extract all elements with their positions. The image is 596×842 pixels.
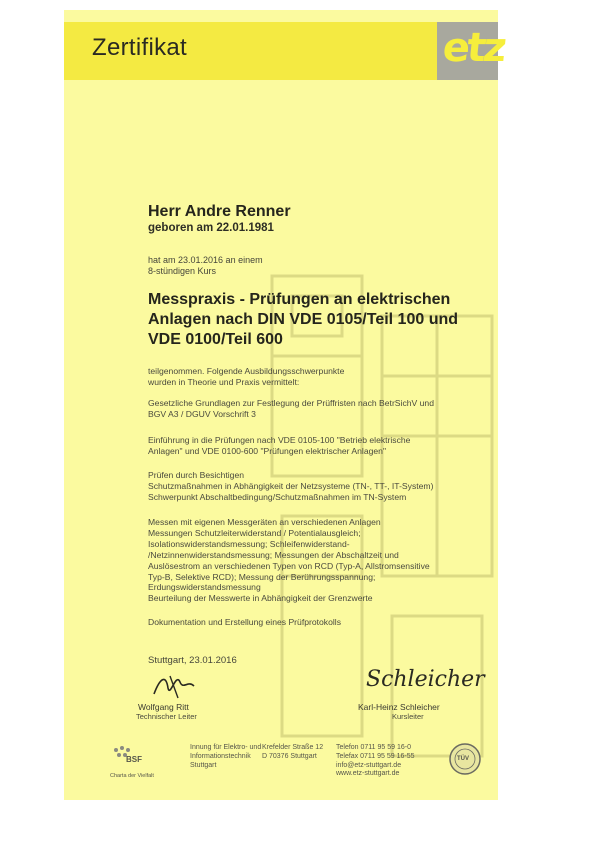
bsf-logo-text: BSF — [126, 755, 142, 764]
signature-schleicher: Schleicher — [366, 667, 485, 692]
charta-logo-text: Charta der Vielfalt — [110, 773, 154, 779]
recipient-name: Herr Andre Renner — [148, 203, 291, 220]
tuev-seal-text: TÜV — [457, 756, 469, 762]
topic-introduction: Einführung in die Prüfungen nach VDE 0105-100 "Betrieb elektrische Anlagen" und VDE 0100-600 "Prüfungen elektrischer Anlagen" — [148, 435, 411, 456]
recipient-birthdate: geboren am 22.01.1981 — [148, 222, 274, 234]
place-date: Stuttgart, 23.01.2016 — [148, 655, 237, 666]
signer-name-schleicher: Karl-Heinz Schleicher — [358, 702, 440, 712]
topic-documentation: Dokumentation und Erstellung eines Prüfprotokolls — [148, 617, 341, 627]
participation-text: teilgenommen. Folgende Ausbildungsschwerpunkte wurden in Theorie und Praxis vermittelt: — [148, 366, 345, 387]
topic-legal-basics: Gesetzliche Grundlagen zur Festlegung der Prüffristen nach BetrSichV und BGV A3 / DGUV Vorschrift 3 — [148, 398, 434, 419]
certificate-title: Zertifikat — [92, 34, 188, 61]
signature-ritt — [150, 668, 200, 702]
signer-role-ritt: Technischer Leiter — [136, 712, 197, 721]
etz-logo-text: etz — [440, 25, 506, 71]
intro-line-1: hat am 23.01.2016 an einem — [148, 255, 263, 265]
footer-organization: Innung für Elektro- und Informationstechnik Stuttgart — [190, 744, 262, 769]
topic-measurements: Messen mit eigenen Messgeräten an verschiedenen Anlagen Messungen Schutzleiterwiderstand / Potentialausgleich; Isolationswiderstandsmessung; Schleifenwiderstand- /Netzinnenwiderstandsmessung; Messungen der Abschaltzeit und Auslösestrom an verschiedenen Typen von RCD (Typ-A, Allstromsensitive Typ-B, Selektive RCD); Messung der Berührungsspannung; Erdungswiderstandsmessung Beurteilung der Messwerte in Abhängigkeit der Grenzwerte — [148, 517, 430, 604]
course-title: Messpraxis - Prüfungen an elektrischen Anlagen nach DIN VDE 0105/Teil 100 und VDE 0100/Teil 600 — [148, 291, 459, 348]
signer-role-schleicher: Kursleiter — [392, 712, 424, 721]
signer-name-ritt: Wolfgang Ritt — [138, 702, 189, 712]
intro-line-2: 8-stündigen Kurs — [148, 266, 217, 276]
topic-inspection: Prüfen durch Besichtigen Schutzmaßnahmen in Abhängigkeit der Netzsysteme (TN-, TT-, IT-System) Schwerpunkt Abschaltbedingung/Schutzmaßnahmen im TN-System — [148, 470, 434, 502]
footer-address: Krefelder Straße 12 D 70376 Stuttgart — [262, 744, 324, 760]
footer-contact: Telefon 0711 95 59 16-0 Telefax 0711 95 59 16-55 info@etz-stuttgart.de www.etz-stuttgart.de — [336, 744, 415, 778]
